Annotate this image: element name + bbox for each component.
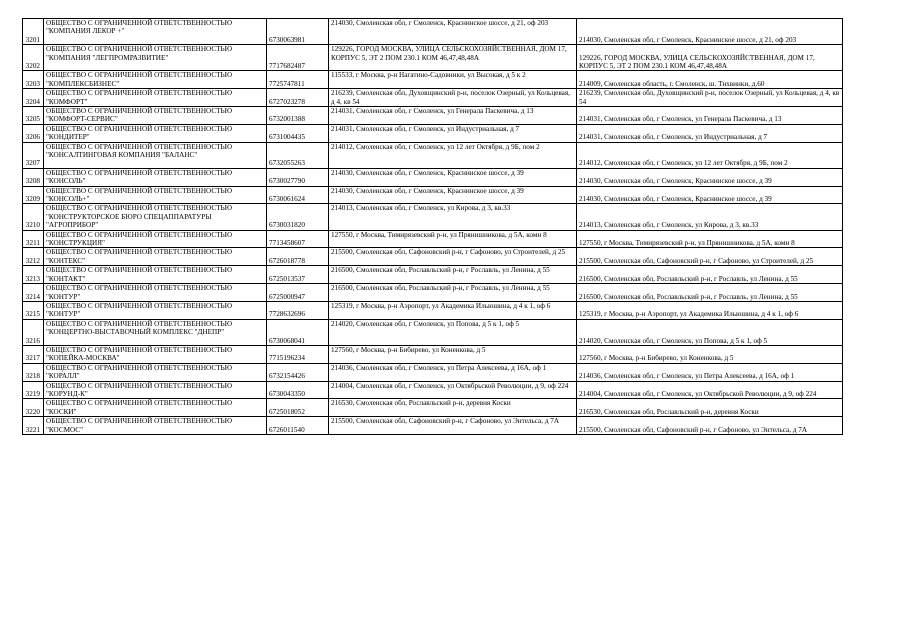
table-row — [23, 230, 843, 248]
row-number: 3220 — [23, 399, 44, 417]
organization-name: ОБЩЕСТВО С ОГРАНИЧЕННОЙ ОТВЕТСТВЕННОСТЬЮ "КОНСТРУКТОРСКОЕ БЮРО СПЕЦАППАРАТУРЫ "АГРОПРИБОР" — [44, 204, 267, 230]
inn-number: 6732001388 — [267, 107, 329, 125]
actual-address: 127550, г Москва, Тимирязевский р-н, ул Прянишникова, д 5А, комн 8 — [577, 230, 843, 248]
row-number: 3219 — [23, 381, 44, 399]
table-row — [23, 284, 843, 302]
organization-name: ОБЩЕСТВО С ОГРАНИЧЕННОЙ ОТВЕТСТВЕННОСТЬЮ "КОМФОРТ" — [44, 89, 267, 107]
table-row — [23, 186, 843, 204]
actual-address: 214031, Смоленская обл, г Смоленск, ул Индустриальная, д 7 — [577, 124, 843, 142]
inn-number: 6731004435 — [267, 124, 329, 142]
organization-name: ОБЩЕСТВО С ОГРАНИЧЕННОЙ ОТВЕТСТВЕННОСТЬЮ "КОНСАЛТИНГОВАЯ КОМПАНИЯ "БАЛАНС" — [44, 142, 267, 168]
table-row — [23, 363, 843, 381]
legal-address: 214013, Смоленская обл, г Смоленск, ул Кирова, д 3, кв.33 — [329, 204, 577, 230]
legal-address: 214031, Смоленская обл, г Смоленск, ул Индустриальная, д 7 — [329, 124, 577, 142]
actual-address: 129226, ГОРОД МОСКВА, УЛИЦА СЕЛЬСКОХОЗЯЙСТВЕННАЯ, ДОМ 17, КОРПУС 5, ЭТ 2 ПОМ 230.1 КОМ 46,47,48,48А — [577, 45, 843, 71]
row-number: 3212 — [23, 248, 44, 266]
actual-address: 214012, Смоленская обл, г Смоленск, ул 12 лет Октября, д 9Б, пом 2 — [577, 142, 843, 168]
table-row — [23, 45, 843, 71]
actual-address: 215500, Смоленская обл, Сафоновский р-н, г Сафоново, ул Строителей, д 25 — [577, 248, 843, 266]
legal-address: 216239, Смоленская обл, Духовщинский р-н, поселок Озерный, ул Кольцевая, д 4, кв 54 — [329, 89, 577, 107]
inn-number: 7713458607 — [267, 230, 329, 248]
actual-address: 214009, Смоленская область, г. Смоленск, ш. Тихвинки, д.60 — [577, 71, 843, 89]
row-number: 3205 — [23, 107, 44, 125]
table-row — [23, 381, 843, 399]
inn-number: 7717682487 — [267, 45, 329, 71]
organization-name: ОБЩЕСТВО С ОГРАНИЧЕННОЙ ОТВЕТСТВЕННОСТЬЮ "КОНТУР" — [44, 301, 267, 319]
organization-name: ОБЩЕСТВО С ОГРАНИЧЕННОЙ ОТВЕТСТВЕННОСТЬЮ "КОНСТРУКЦИЯ" — [44, 230, 267, 248]
table-row — [23, 417, 843, 435]
table-row — [23, 266, 843, 284]
legal-address: 214030, Смоленская обл, г Смоленск, Краснинское шоссе, д 39 — [329, 168, 577, 186]
legal-address: 127560, г Москва, р-н Бибирево, ул Коненкова, д 5 — [329, 345, 577, 363]
table-row — [23, 142, 843, 168]
actual-address: 214030, Смоленская обл, г Смоленск, Краснинское шоссе, д 39 — [577, 186, 843, 204]
table-row — [23, 248, 843, 266]
registry-table — [22, 18, 843, 435]
actual-address: 214020, Смоленская обл, г Смоленск, ул Попова, д 5 к 1, оф 5 — [577, 319, 843, 345]
legal-address: 214020, Смоленская обл, г Смоленск, ул Попова, д 5 к 1, оф 5 — [329, 319, 577, 345]
organization-name: ОБЩЕСТВО С ОГРАНИЧЕННОЙ ОТВЕТСТВЕННОСТЬЮ "КОНЦЕРТНО-ВЫСТАВОЧНЫЙ КОМПЛЕКС "ДНЕПР" — [44, 319, 267, 345]
legal-address: 115533, г Москва, р-н Нагатино-Садовники, ул Высокая, д 5 к 2 — [329, 71, 577, 89]
table-row — [23, 319, 843, 345]
organization-name: ОБЩЕСТВО С ОГРАНИЧЕННОЙ ОТВЕТСТВЕННОСТЬЮ "КОМФОРТ-СЕРВИС" — [44, 107, 267, 125]
inn-number: 6730063981 — [267, 19, 329, 45]
row-number: 3211 — [23, 230, 44, 248]
inn-number: 7725747811 — [267, 71, 329, 89]
legal-address: 129226, ГОРОД МОСКВА, УЛИЦА СЕЛЬСКОХОЗЯЙСТВЕННАЯ, ДОМ 17, КОРПУС 5, ЭТ 2 ПОМ 230.1 КОМ 46,47,48,48А — [329, 45, 577, 71]
organization-name: ОБЩЕСТВО С ОГРАНИЧЕННОЙ ОТВЕТСТВЕННОСТЬЮ "КОМПАНИЯ ЛЕКОР +" — [44, 19, 267, 45]
organization-name: ОБЩЕСТВО С ОГРАНИЧЕННОЙ ОТВЕТСТВЕННОСТЬЮ "КОНДИТЕР" — [44, 124, 267, 142]
actual-address: 214031, Смоленская обл, г Смоленск, ул Генерала Паскевича, д 13 — [577, 107, 843, 125]
legal-address: 216500, Смоленская обл, Рославльский р-н, г Рославль, ул Ленина, д 55 — [329, 284, 577, 302]
legal-address: 214030, Смоленская обл, г Смоленск, Краснинское шоссе, д 39 — [329, 186, 577, 204]
row-number: 3213 — [23, 266, 44, 284]
actual-address: 127560, г Москва, р-н Бибирево, ул Коненкова, д 5 — [577, 345, 843, 363]
table-row — [23, 168, 843, 186]
row-number: 3201 — [23, 19, 44, 45]
legal-address: 214031, Смоленская обл, г Смоленск, ул Генерала Паскевича, д 13 — [329, 107, 577, 125]
actual-address: 216530, Смоленская обл, Рославльский р-н, деревня Коски — [577, 399, 843, 417]
row-number: 3204 — [23, 89, 44, 107]
registry-table-body — [23, 19, 843, 435]
row-number: 3203 — [23, 71, 44, 89]
inn-number: 6732055263 — [267, 142, 329, 168]
table-row — [23, 19, 843, 45]
actual-address: 214030, Смоленская обл, г Смоленск, Краснинское шоссе, д 21, оф 203 — [577, 19, 843, 45]
row-number: 3216 — [23, 319, 44, 345]
actual-address: 214030, Смоленская обл, г Смоленск, Краснинское шоссе, д 39 — [577, 168, 843, 186]
table-row — [23, 124, 843, 142]
inn-number: 7728632696 — [267, 301, 329, 319]
actual-address: 214013, Смоленская обл, г Смоленск, ул Кирова, д 3, кв.33 — [577, 204, 843, 230]
inn-number: 6725018052 — [267, 399, 329, 417]
actual-address: 214036, Смоленская обл, г Смоленск, ул Петра Алексеева, д 16А, оф 1 — [577, 363, 843, 381]
actual-address: 216500, Смоленская обл, Рославльский р-н, г Рославль, ул Ленина, д 55 — [577, 266, 843, 284]
row-number: 3209 — [23, 186, 44, 204]
actual-address: 125319, г Москва, р-н Аэропорт, ул Академика Ильюшина, д 4 к 1, оф 6 — [577, 301, 843, 319]
row-number: 3214 — [23, 284, 44, 302]
legal-address: 216500, Смоленская обл, Рославльский р-н, г Рославль, ул Ленина, д 55 — [329, 266, 577, 284]
table-row — [23, 71, 843, 89]
legal-address: 216530, Смоленская обл, Рославльский р-н, деревня Коски — [329, 399, 577, 417]
organization-name: ОБЩЕСТВО С ОГРАНИЧЕННОЙ ОТВЕТСТВЕННОСТЬЮ "КОНТАКТ" — [44, 266, 267, 284]
table-row — [23, 399, 843, 417]
table-row — [23, 204, 843, 230]
inn-number: 6726011540 — [267, 417, 329, 435]
organization-name: ОБЩЕСТВО С ОГРАНИЧЕННОЙ ОТВЕТСТВЕННОСТЬЮ "КОРУНД-К" — [44, 381, 267, 399]
organization-name: ОБЩЕСТВО С ОГРАНИЧЕННОЙ ОТВЕТСТВЕННОСТЬЮ "КОРАЛЛ" — [44, 363, 267, 381]
organization-name: ОБЩЕСТВО С ОГРАНИЧЕННОЙ ОТВЕТСТВЕННОСТЬЮ "КОПЕЙКА-МОСКВА" — [44, 345, 267, 363]
inn-number: 6730027790 — [267, 168, 329, 186]
organization-name: ОБЩЕСТВО С ОГРАНИЧЕННОЙ ОТВЕТСТВЕННОСТЬЮ "КОНТЕКС" — [44, 248, 267, 266]
row-number: 3210 — [23, 204, 44, 230]
legal-address: 215500, Смоленская обл, Сафоновский р-н, г Сафоново, ул Энтельса, д 7А — [329, 417, 577, 435]
organization-name: ОБЩЕСТВО С ОГРАНИЧЕННОЙ ОТВЕТСТВЕННОСТЬЮ "КОСМОС" — [44, 417, 267, 435]
inn-number: 6732154426 — [267, 363, 329, 381]
legal-address: 125319, г Москва, р-н Аэропорт, ул Академика Ильюшина, д 4 к 1, оф 6 — [329, 301, 577, 319]
organization-name: ОБЩЕСТВО С ОГРАНИЧЕННОЙ ОТВЕТСТВЕННОСТЬЮ "КОНСОЛЬ+" — [44, 186, 267, 204]
actual-address: 216239, Смоленская обл, Духовщинский р-н, поселок Озерный, ул Кольцевая, д 4, кв 54 — [577, 89, 843, 107]
row-number: 3218 — [23, 363, 44, 381]
legal-address: 214012, Смоленская обл, г Смоленск, ул 12 лет Октября, д 9Б, пом 2 — [329, 142, 577, 168]
inn-number: 6726018778 — [267, 248, 329, 266]
inn-number: 6730043350 — [267, 381, 329, 399]
row-number: 3215 — [23, 301, 44, 319]
organization-name: ОБЩЕСТВО С ОГРАНИЧЕННОЙ ОТВЕТСТВЕННОСТЬЮ "КОНТУР" — [44, 284, 267, 302]
legal-address: 215500, Смоленская обл, Сафоновский р-н, г Сафоново, ул Строителей, д 25 — [329, 248, 577, 266]
legal-address: 214004, Смоленская обл, г Смоленск, ул Октябрьской Революции, д 9, оф 224 — [329, 381, 577, 399]
inn-number: 6725000947 — [267, 284, 329, 302]
organization-name: ОБЩЕСТВО С ОГРАНИЧЕННОЙ ОТВЕТСТВЕННОСТЬЮ "КОМПАНИЯ "ЛЕГПРОМРАЗВИТИЕ" — [44, 45, 267, 71]
actual-address: 215500, Смоленская обл, Сафоновский р-н, г Сафоново, ул Энтельса, д 7А — [577, 417, 843, 435]
inn-number: 7715196234 — [267, 345, 329, 363]
table-row — [23, 89, 843, 107]
row-number: 3208 — [23, 168, 44, 186]
row-number: 3207 — [23, 142, 44, 168]
inn-number: 6727023278 — [267, 89, 329, 107]
table-row — [23, 107, 843, 125]
legal-address: 127550, г Москва, Тимирязевский р-н, ул Прянишникова, д 5А, комн 8 — [329, 230, 577, 248]
organization-name: ОБЩЕСТВО С ОГРАНИЧЕННОЙ ОТВЕТСТВЕННОСТЬЮ "КОСКИ" — [44, 399, 267, 417]
inn-number: 6730068041 — [267, 319, 329, 345]
organization-name: ОБЩЕСТВО С ОГРАНИЧЕННОЙ ОТВЕТСТВЕННОСТЬЮ "КОМПЛЕКСБИЗНЕС" — [44, 71, 267, 89]
actual-address: 216500, Смоленская обл, Рославльский р-н, г Рославль, ул Ленина, д 55 — [577, 284, 843, 302]
row-number: 3202 — [23, 45, 44, 71]
actual-address: 214004, Смоленская обл, г Смоленск, ул Октябрьской Революции, д 9, оф 224 — [577, 381, 843, 399]
row-number: 3221 — [23, 417, 44, 435]
table-row — [23, 345, 843, 363]
row-number: 3217 — [23, 345, 44, 363]
inn-number: 6725013537 — [267, 266, 329, 284]
inn-number: 6730031820 — [267, 204, 329, 230]
legal-address: 214030, Смоленская обл, г Смоленск, Краснинское шоссе, д 21, оф 203 — [329, 19, 577, 45]
table-row — [23, 301, 843, 319]
inn-number: 6730061624 — [267, 186, 329, 204]
row-number: 3206 — [23, 124, 44, 142]
organization-name: ОБЩЕСТВО С ОГРАНИЧЕННОЙ ОТВЕТСТВЕННОСТЬЮ "КОНСОЛЬ" — [44, 168, 267, 186]
legal-address: 214036, Смоленская обл, г Смоленск, ул Петра Алексеева, д 16А, оф 1 — [329, 363, 577, 381]
